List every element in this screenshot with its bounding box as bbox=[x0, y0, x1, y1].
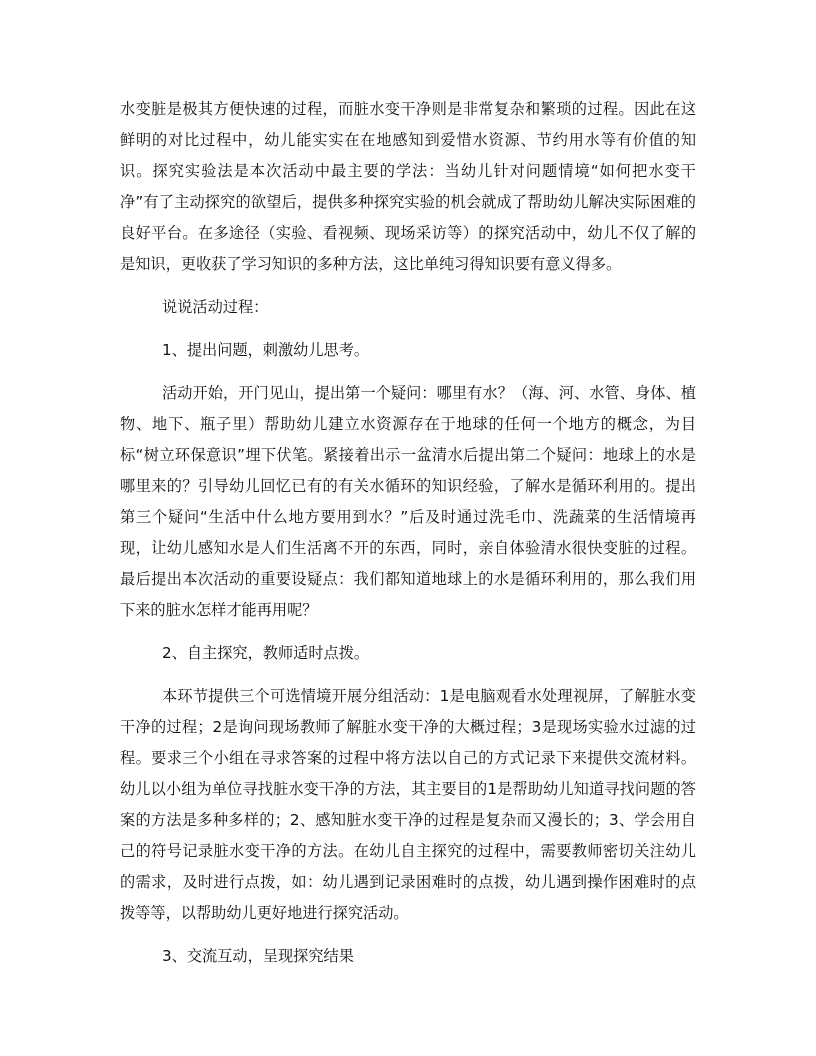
step-1-heading: 1、提出问题，刺激幼儿思考。 bbox=[162, 341, 370, 359]
step-2-heading: 2、自主探究，教师适时点拨。 bbox=[162, 644, 370, 662]
step-3-heading: 3、交流互动，呈现探究结果 bbox=[162, 947, 354, 965]
document-page bbox=[120, 94, 696, 972]
paragraph-summary: 水变脏是极其方便快速的过程，而脏水变干净则是非常复杂和繁琐的过程。因此在这鲜明的对比过程中，幼儿能实实在在地感知到爱惜水资源、节约用水等有价值的知识。探究实验法是本次活动中最主要的学法：当幼儿针对问题情境“如何把水变干净”有了主动探究的欲望后，提供多种探究实验的机会就成了帮助幼儿解决实际困难的良好平台。在多途径（实验、看视频、现场采访等）的探究活动中，幼儿不仅了解的是知识，更收获了学习知识的多种方法，这比单纯习得知识要有意义得多。 bbox=[120, 100, 696, 273]
paragraph-step-1: 活动开始，开门见山，提出第一个疑问：哪里有水？（海、河、水管、身体、植物、地下、瓶子里）帮助幼儿建立水资源存在于地球的任何一个地方的概念，为目标“树立环保意识”埋下伏笔。紧接着出示一盆清水后提出第二个疑问：地球上的水是哪里来的？引导幼儿回忆已有的有关水循环的知识经验，了解水是循环利用的。提出第三个疑问“生活中什么地方要用到水？”后及时通过洗毛巾、洗蔬菜的生活情境再现，让幼儿感知水是人们生活离不开的东西，同时，亲自体验清水很快变脏的过程。最后提出本次活动的重要设疑点：我们都知道地球上的水是循环利用的，那么我们用下来的脏水怎样才能再用呢？ bbox=[120, 384, 696, 619]
section-heading-process: 说说活动过程： bbox=[162, 298, 269, 316]
paragraph-step-2: 本环节提供三个可选情境开展分组活动：1是电脑观看水处理视屏，了解脏水变干净的过程；2是询问现场教师了解脏水变干净的大概过程；3是现场实验水过滤的过程。要求三个小组在寻求答案的过程中将方法以自己的方式记录下来提供交流材料。幼儿以小组为单位寻找脏水变干净的方法，其主要目的1是帮助幼儿知道寻找问题的答案的方法是多种多样的；2、感知脏水变干净的过程是复杂而又漫长的；3、学会用自己的符号记录脏水变干净的方法。在幼儿自主探究的过程中，需要教师密切关注幼儿的需求，及时进行点拨，如：幼儿遇到记录困难时的点拨，幼儿遇到操作困难时的点拨等等，以帮助幼儿更好地进行探究活动。 bbox=[120, 687, 696, 922]
